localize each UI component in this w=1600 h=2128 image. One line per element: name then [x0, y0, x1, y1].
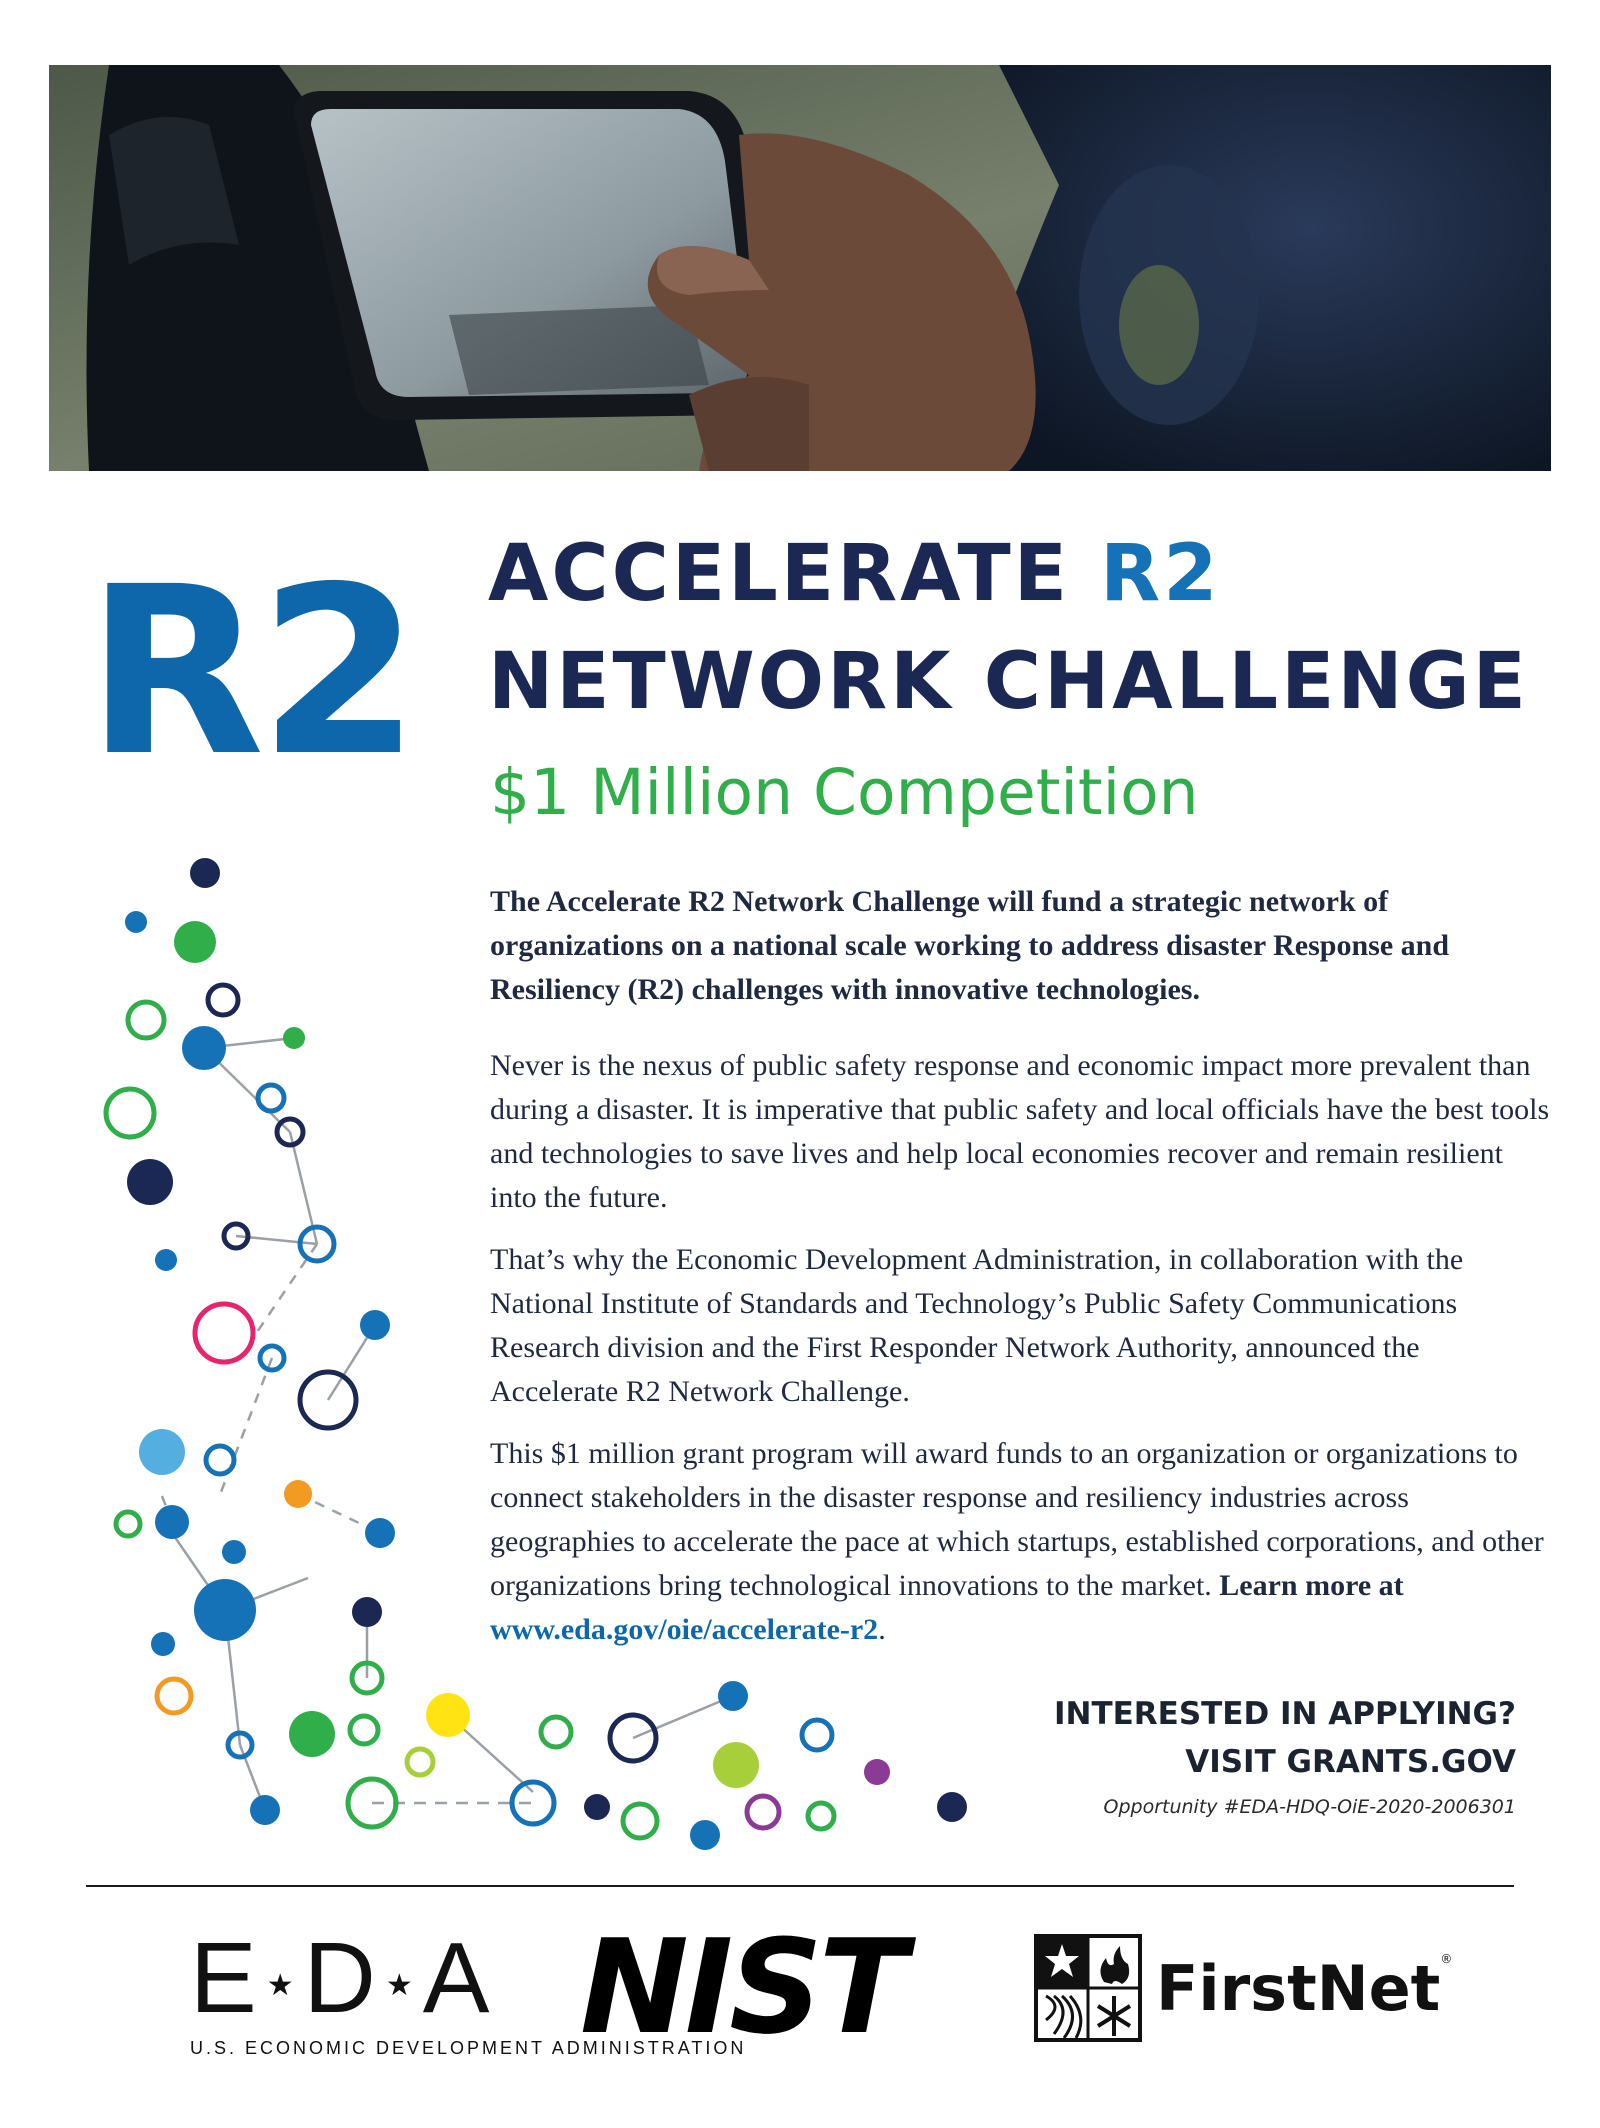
title-line2: NETWORK CHALLENGE — [488, 637, 1529, 727]
opportunity-number: Opportunity #EDA-HDQ-OiE-2020-2006301 — [1103, 1796, 1516, 1818]
body-paragraph-3-text: This $1 million grant program will award funds to an organization or organizations to connect stakeholders in the disaster response and resiliency industries across geographies to accelerate the pace at which startups, established corporations, and other organizations bring technological innovations to the market. — [490, 1437, 1544, 1602]
star-icon: ★ — [385, 1968, 415, 2002]
cta-interested: INTERESTED IN APPLYING? — [1053, 1696, 1516, 1732]
page-title — [488, 520, 1529, 736]
body-paragraph-3: This $1 million grant program will award funds to an organization or organizations to connect stakeholders in the disaster response and resiliency industries across geographies to accelerate the pace at which startups, established corporations, and other organizations bring technological innovations to the market. Learn more at www.eda.gov/oie/accelerate-r2. — [490, 1437, 1544, 1646]
page-subtitle: $1 Million Competition — [490, 756, 1199, 829]
lead-paragraph: The Accelerate R2 Network Challenge will fund a strategic network of organizations on a national scale working to address disaster Response and Resiliency (R2) challenges with innovative technologies. — [490, 885, 1450, 1006]
eda-wordmark: E ★D ★A — [190, 1922, 492, 2034]
firstnet-wordmark: FirstNet® — [1156, 1951, 1453, 2025]
registered-mark: ® — [1440, 1951, 1453, 1966]
accelerate-r2-link[interactable]: www.eda.gov/oie/accelerate-r2 — [490, 1613, 879, 1646]
firstnet-logo — [1034, 1934, 1452, 2042]
firstnet-emblem-icon — [1034, 1934, 1142, 2042]
hero-photo — [49, 65, 1551, 471]
nist-logo: NIST — [580, 1911, 904, 2063]
eda-subtitle: U.S. ECONOMIC DEVELOPMENT ADMINISTRATION — [190, 2038, 747, 2058]
footer-divider — [86, 1885, 1514, 1887]
body-paragraph-1: Never is the nexus of public safety response and economic impact more prevalent than during a disaster. It is imperative that public safety and local officials have the best tools and technologies to save lives and help local economies recover and remain resilient into the future. — [490, 1049, 1550, 1214]
star-icon: ★ — [266, 1968, 296, 2002]
cta-block — [1054, 1690, 1516, 1818]
body-paragraph-2: That’s why the Economic Development Administration, in collaboration with the National Institute of Standards and Technology’s Public Safety Communications Research division and the First Responder Network Authority, announced the Accelerate R2 Network Challenge. — [490, 1243, 1464, 1408]
learn-more-label: Learn more at — [1219, 1569, 1404, 1602]
r2-logo-mark: R2 — [86, 537, 415, 807]
cta-visit-grants: VISIT GRANTS.GOV — [1185, 1744, 1516, 1780]
title-line1-prefix: ACCELERATE — [488, 529, 1101, 619]
network-graphic — [0, 830, 1000, 1880]
title-line1-accent: R2 — [1100, 529, 1221, 619]
